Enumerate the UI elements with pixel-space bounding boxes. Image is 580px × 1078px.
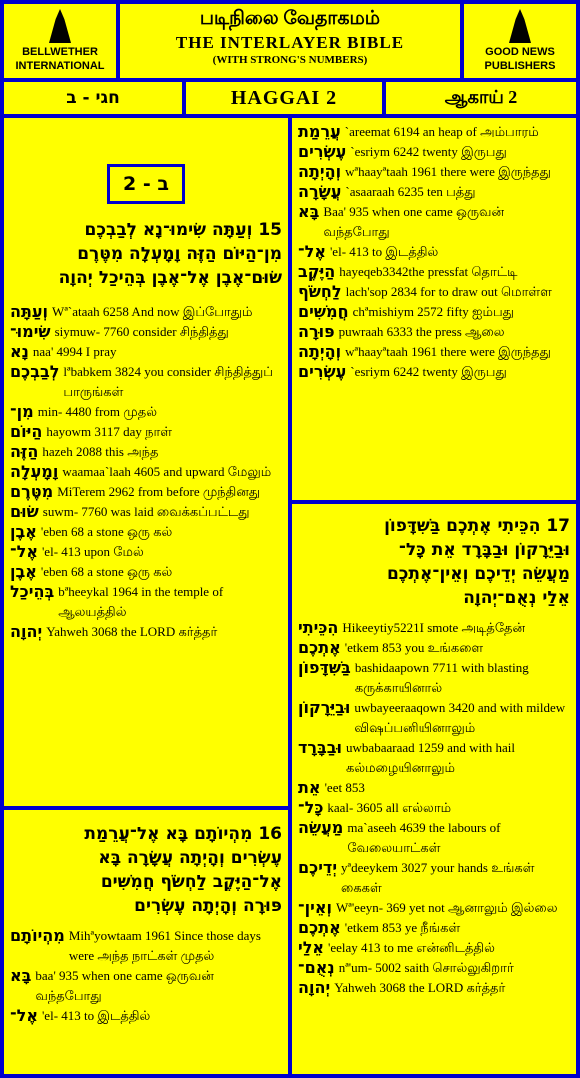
word-entry bbox=[10, 562, 282, 582]
word-gloss: 'eet 853 bbox=[324, 780, 365, 795]
word-gloss: 'eben 68 a stone ஒரு கல் bbox=[40, 524, 173, 539]
word-gloss: `esriym 6242 twenty இருபது bbox=[350, 144, 507, 159]
hebrew-word: וְאֵין־ bbox=[298, 898, 332, 917]
word-gloss: hayeqeb3342the pressfat தொட்டி bbox=[339, 264, 518, 279]
hebrew-word: בָּא bbox=[10, 966, 32, 985]
hebrew-word: אֶבֶן bbox=[10, 562, 37, 581]
verse15-line: 15 וְעַתָּה שִׂימוּ־נָא לְבַבְכֶם bbox=[84, 220, 282, 240]
hebrew-word: וְהָיְתָה bbox=[298, 162, 342, 181]
word-entry bbox=[10, 422, 282, 442]
word-gloss: siymuw- 7760 consider சிந்தித்து bbox=[54, 324, 229, 339]
word-entry bbox=[298, 638, 570, 658]
hebrew-word: כָּל־ bbox=[298, 798, 324, 817]
hebrew-word: אֶתְכֶם bbox=[298, 918, 341, 937]
word-entry bbox=[298, 818, 570, 858]
word-entry bbox=[10, 362, 282, 402]
word-entry bbox=[10, 926, 282, 966]
word-entry bbox=[298, 162, 570, 182]
verse17-word-list bbox=[298, 618, 570, 998]
word-entry bbox=[10, 442, 282, 462]
word-entry bbox=[298, 958, 570, 978]
hebrew-word: וְהָיְתָה bbox=[298, 342, 342, 361]
word-entry bbox=[298, 658, 570, 698]
verse17-hebrew bbox=[298, 514, 570, 610]
page-title bbox=[120, 4, 460, 78]
word-entry bbox=[10, 542, 282, 562]
word-gloss: waamaa`laah 4605 and upward மேலும் bbox=[62, 464, 272, 479]
hebrew-word: בָּא bbox=[298, 202, 320, 221]
hebrew-word: הַיּוֹם bbox=[10, 422, 43, 441]
hebrew-word: וְעַתָּה bbox=[10, 302, 49, 321]
hebrew-word: בְּהֵיכַל bbox=[10, 582, 55, 601]
word-entry bbox=[10, 302, 282, 322]
word-gloss: Wª'eeyn- 369 yet not ஆனாலும் இல்லை bbox=[335, 900, 558, 915]
word-gloss: hayowm 3117 day நாள் bbox=[46, 424, 173, 439]
word-gloss: lach'sop 2834 for to draw out மொள்ள bbox=[345, 284, 552, 299]
verse17-line: אֵלַי נְאֻם־יְהוָה bbox=[463, 588, 570, 608]
hebrew-word: הִכֵּיתִי bbox=[298, 618, 339, 637]
word-gloss: bashidaapown 7711 with blasting கருக்காயினால் bbox=[354, 660, 529, 695]
hebrew-word: שׂוּם bbox=[10, 502, 39, 521]
word-gloss: `asaaraah 6235 ten பத்து bbox=[345, 184, 476, 199]
word-entry bbox=[10, 966, 282, 1006]
hebrew-word: בַּשִּׁדָּפוֹן bbox=[298, 658, 351, 677]
word-gloss: Mihªyowtaam 1961 Since those days were அந்த நாட்கள் முதல் bbox=[68, 928, 261, 963]
hebrew-word: חֲמִשִּׁים bbox=[298, 302, 349, 321]
word-entry bbox=[298, 202, 570, 242]
hebrew-word: עֶשְׂרִים bbox=[298, 142, 347, 161]
bellwether-logo-text: BELLWETHER INTERNATIONAL bbox=[15, 46, 105, 72]
word-gloss: 'el- 413 to இடத்தில் bbox=[41, 1008, 151, 1023]
title-english: THE INTERLAYER BIBLE bbox=[175, 33, 405, 52]
hebrew-word: אֶבֶן bbox=[10, 522, 37, 541]
hebrew-word: פּוּרָה bbox=[298, 322, 335, 341]
word-gloss: baa' 935 when one came ஒருவன் வந்தபோது bbox=[35, 968, 214, 1003]
word-entry bbox=[10, 402, 282, 422]
verse15-panel bbox=[4, 118, 288, 806]
word-gloss: Yahweh 3068 the LORD கர்த்தர் bbox=[46, 624, 218, 639]
verse16-word-list-left bbox=[10, 926, 282, 1026]
word-entry bbox=[298, 778, 570, 798]
word-gloss: 'el- 413 to இடத்தில் bbox=[329, 244, 439, 259]
word-entry bbox=[10, 582, 282, 622]
title-sub: (WITH STRONG'S NUMBERS) bbox=[212, 54, 368, 66]
word-gloss: Wª`ataah 6258 And now இப்போதும் bbox=[52, 304, 253, 319]
hebrew-word: שִׂימוּ־ bbox=[10, 322, 51, 341]
hebrew-word: אֵת bbox=[298, 778, 321, 797]
hebrew-word: עֶשְׂרִים bbox=[298, 362, 347, 381]
word-entry bbox=[298, 242, 570, 262]
hebrew-word: וּבַבָּרָד bbox=[298, 738, 343, 757]
word-gloss: naa' 4994 I pray bbox=[32, 344, 117, 359]
word-entry bbox=[10, 462, 282, 482]
title-tamil: படிநிலை வேதாகமம் bbox=[199, 8, 381, 29]
hebrew-word: יְדֵיכֶם bbox=[298, 858, 338, 877]
word-gloss: 'etkem 853 you உங்களை bbox=[344, 640, 484, 655]
word-entry bbox=[10, 502, 282, 522]
hebrew-word: יְהוָה bbox=[298, 978, 331, 997]
word-entry bbox=[298, 978, 570, 998]
hebrew-word: אֵלַי bbox=[298, 938, 325, 957]
word-gloss: 'eben 68 a stone ஒரு கல் bbox=[40, 564, 173, 579]
verse16-panel-left bbox=[4, 810, 288, 1074]
hebrew-word: נָא bbox=[10, 342, 29, 361]
hebrew-word: הַיֶּקֶב bbox=[298, 262, 336, 281]
subheader-tamil: ஆகாய் 2 bbox=[386, 82, 576, 114]
word-gloss: `esriym 6242 twenty இருபது bbox=[350, 364, 507, 379]
verse16-line: אֶל־הַיֶּקֶב לַחְשֹׂף חֲמִשִּׁים bbox=[100, 872, 282, 892]
word-gloss: suwm- 7760 was laid வைக்கப்பட்டது bbox=[42, 504, 250, 519]
word-entry bbox=[298, 898, 570, 918]
verse17-line: 17 הִכֵּיתִי אֶתְכֶם בַּשִּׁדָּפוֹן bbox=[384, 516, 570, 536]
word-gloss: bªheeykal 1964 in the temple of ஆலயத்தில் bbox=[58, 584, 224, 619]
word-gloss: Yahweh 3068 the LORD கர்த்தர் bbox=[334, 980, 506, 995]
hebrew-word: מַעֲשֵׂה bbox=[298, 818, 344, 837]
verse16-line: 16 מִהְיוֹתָם בָּא אֶל־עֲרֵמַת bbox=[84, 824, 282, 844]
word-entry bbox=[298, 302, 570, 322]
verse15-hebrew bbox=[10, 218, 282, 290]
hebrew-word: אֶל־ bbox=[298, 242, 326, 261]
word-entry bbox=[298, 282, 570, 302]
subheader-hebrew: חגי - ב bbox=[4, 82, 182, 114]
verse16-word-list-right bbox=[298, 122, 570, 382]
word-entry bbox=[10, 622, 282, 642]
word-entry bbox=[298, 698, 570, 738]
goodnews-logo bbox=[464, 4, 576, 78]
word-entry bbox=[298, 322, 570, 342]
word-entry bbox=[10, 482, 282, 502]
word-entry bbox=[298, 342, 570, 362]
word-gloss: 'el- 413 upon மேல் bbox=[41, 544, 144, 559]
verse15-word-list bbox=[10, 302, 282, 642]
word-entry bbox=[298, 182, 570, 202]
word-entry bbox=[298, 918, 570, 938]
word-gloss: kaal- 3605 all எல்லாம் bbox=[327, 800, 452, 815]
hebrew-word: מִטֶּרֶם bbox=[10, 482, 54, 501]
verse17-panel bbox=[292, 504, 576, 1074]
verse17-line: מַעֲשֵׂה יְדֵיכֶם וְאֵין־אֶתְכֶם bbox=[386, 564, 570, 584]
word-gloss: 'etkem 853 ye நீங்கள் bbox=[344, 920, 461, 935]
word-gloss: uwbabaaraad 1259 and with hail கல்மழையினாலும் bbox=[346, 740, 515, 775]
goodnews-logo-text: GOOD NEWS PUBLISHERS bbox=[484, 46, 556, 72]
word-gloss: Hikeeytiy5221I smote அடித்தேன் bbox=[342, 620, 526, 635]
hebrew-word: יְהוָה bbox=[10, 622, 43, 641]
word-entry bbox=[298, 738, 570, 778]
hebrew-word: עֲשָׂרָה bbox=[298, 182, 342, 201]
bellwether-logo-icon bbox=[49, 9, 71, 43]
word-gloss: `areemat 6194 an heap of அம்பாரம் bbox=[344, 124, 539, 139]
word-entry bbox=[10, 522, 282, 542]
hebrew-word: מִן־ bbox=[10, 402, 34, 421]
word-gloss: wªhaayªtaah 1961 there were இருந்தது bbox=[345, 164, 551, 179]
word-gloss: uwbayeeraaqown 3420 and with mildew விஷப்பனியினாலும் bbox=[354, 700, 566, 735]
subheader-english: HAGGAI 2 bbox=[186, 82, 382, 114]
word-gloss: 'eelay 413 to me என்னிடத்தில் bbox=[328, 940, 495, 955]
word-gloss: min- 4480 from முதல் bbox=[37, 404, 157, 419]
verse16-panel-right bbox=[292, 118, 576, 500]
word-entry bbox=[10, 322, 282, 342]
bellwether-logo bbox=[4, 4, 116, 78]
word-gloss: wªhaayªtaah 1961 there were இருந்தது bbox=[345, 344, 551, 359]
word-entry bbox=[298, 262, 570, 282]
word-entry bbox=[298, 142, 570, 162]
verse16-line: פּוּרָה וְהָיְתָה עֶשְׂרִים bbox=[134, 896, 282, 916]
word-gloss: hazeh 2088 this அந்த bbox=[42, 444, 159, 459]
verse17-line: וּבַיֵּרָקוֹן וּבַבָּרָד אֵת כָּל־ bbox=[398, 540, 570, 560]
word-gloss: ma`aseeh 4639 the labours of வேலையாட்கள் bbox=[347, 820, 501, 855]
word-gloss: MiTerem 2962 from before முந்தினது bbox=[57, 484, 261, 499]
hebrew-word: מִהְיוֹתָם bbox=[10, 926, 65, 945]
hebrew-word: אֶתְכֶם bbox=[298, 638, 341, 657]
hebrew-word: לַחְשֹׂף bbox=[298, 282, 342, 301]
hebrew-word: לְבַבְכֶם bbox=[10, 362, 60, 381]
verse15-line: שׂוּם־אֶבֶן אֶל־אֶבֶן בְּהֵיכַל יְהוָה bbox=[58, 268, 282, 288]
hebrew-word: עֲרֵמַת bbox=[298, 122, 341, 141]
hebrew-word: אֶל־ bbox=[10, 542, 38, 561]
word-entry bbox=[298, 938, 570, 958]
word-entry bbox=[10, 342, 282, 362]
word-gloss: chªmishiym 2572 fifty ஐம்பது bbox=[352, 304, 514, 319]
verse16-hebrew bbox=[10, 822, 282, 918]
hebrew-word: וָמָעְלָה bbox=[10, 462, 59, 481]
hebrew-word: וּבַיֵּרָקוֹן bbox=[298, 698, 351, 717]
word-gloss: puwraah 6333 the press ஆலை bbox=[338, 324, 505, 339]
chapter-label: ב - 2 bbox=[107, 164, 185, 204]
verse15-line: מִן־הַיּוֹם הַזֶּה וָמָעְלָה מִטֶּרֶם bbox=[77, 244, 282, 264]
word-entry bbox=[298, 858, 570, 898]
word-entry bbox=[298, 122, 570, 142]
word-entry bbox=[298, 618, 570, 638]
word-gloss: Baa' 935 when one came ஒருவன் வந்தபோது bbox=[323, 204, 505, 239]
verse16-line: עֶשְׂרִים וְהָיְתָה עֲשָׂרָה בָּא bbox=[98, 848, 282, 868]
word-entry bbox=[10, 1006, 282, 1026]
word-entry bbox=[298, 362, 570, 382]
hebrew-word: נְאֻם־ bbox=[298, 958, 335, 977]
word-entry bbox=[298, 798, 570, 818]
word-gloss: yªdeeykem 3027 your hands உங்கள் கைகள் bbox=[341, 860, 535, 895]
word-gloss: nª'um- 5002 saith சொல்லுகிறார் bbox=[338, 960, 514, 975]
word-gloss: lªbabkem 3824 you consider சிந்தித்துப் பாருங்கள் bbox=[63, 364, 273, 399]
hebrew-word: אֶל־ bbox=[10, 1006, 38, 1025]
hebrew-word: הַזֶּה bbox=[10, 442, 39, 461]
goodnews-logo-icon bbox=[509, 9, 531, 43]
